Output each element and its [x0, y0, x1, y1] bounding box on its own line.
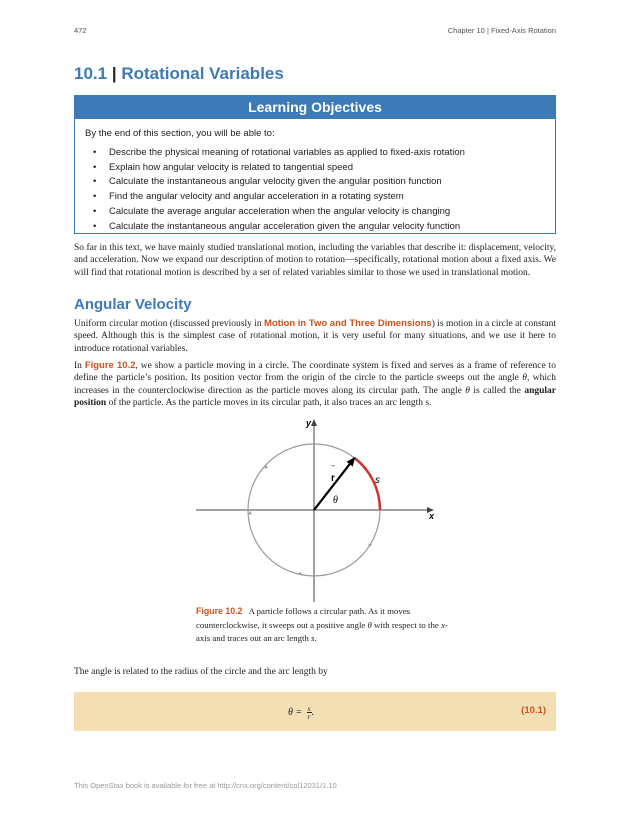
- bullet-icon: •: [93, 176, 97, 188]
- r-label: r: [331, 473, 335, 484]
- caption-s: s: [311, 633, 315, 644]
- learning-objective-text: Calculate the average angular acceleration when the angular velocity is changing: [109, 205, 451, 217]
- equation-number: (10.1): [521, 705, 546, 716]
- intro-paragraph: So far in this text, we have mainly studied translational motion, including the variables that describe it: displacement, velocity, and acceleration. Now we expand our description of motion to rotation—specifically, rotational motion about a fixed axis. We will find that rotational motion is described by a set of related variables similar to those we used in translational motion.: [74, 243, 556, 278]
- chapter-header: Chapter 10 | Fixed-Axis Rotation: [447, 26, 556, 35]
- motion-2d-3d-link[interactable]: Motion in Two and Three Dimensions: [264, 318, 432, 329]
- bullet-icon: •: [93, 191, 97, 203]
- p2-text-c: , which increases in the counterclockwise direction as the particle moves along its circular path. The angle: [74, 373, 556, 396]
- y-axis-label: y: [306, 418, 312, 428]
- equation-lhs: θ =: [288, 706, 303, 718]
- equation-box: [74, 692, 556, 731]
- angle-relation-text: The angle is related to the radius of the circle and the arc length by: [74, 667, 328, 677]
- learning-objective-item: [93, 205, 465, 220]
- r-vector-arrow: →: [329, 462, 336, 469]
- footer-text: This OpenStax book is available for free at http://cnx.org/content/col12031/1.10: [74, 781, 337, 790]
- learning-objectives-intro: By the end of this section, you will be able to:: [85, 128, 275, 139]
- p2-theta-2: θ: [465, 385, 470, 396]
- s-label: s: [375, 475, 380, 486]
- p1-text-after: ) is motion in a circle at constant speed. Although this is the simplest case of rotational motion, it is very useful for many situations, and we use it here to introduce rotational variables.: [74, 319, 556, 354]
- p2-text-b: , we show a particle moving in a circle. The coordinate system is fixed and serves as a frame of reference to define the particle’s position. Its position vector from the origin of the circle to the particle sweeps out the angle: [74, 361, 556, 384]
- learning-objective-text: Calculate the instantaneous angular velocity given the angular position function: [109, 176, 442, 188]
- learning-objective-item: [93, 190, 465, 205]
- angular-position-term: angular position: [74, 385, 556, 408]
- caption-end: .: [314, 633, 317, 644]
- angular-velocity-heading: Angular Velocity: [74, 296, 192, 313]
- title-separator: |: [111, 64, 117, 83]
- figure-caption: [196, 605, 456, 646]
- angular-velocity-paragraph-2: [74, 360, 556, 409]
- p2-s: s: [425, 397, 430, 408]
- p2-text-e: of the particle. As the particle moves in its circular path, it also traces an arc length: [106, 397, 426, 408]
- section-title-text: Rotational Variables: [121, 64, 284, 83]
- caption-text-c: -axis and traces out an arc length: [196, 619, 448, 644]
- equation: [288, 705, 314, 720]
- learning-objective-text: Calculate the instantaneous angular acceleration given the angular velocity function: [109, 220, 461, 232]
- learning-objective-item: [93, 175, 465, 190]
- direction-arrow-icon: [248, 511, 252, 515]
- learning-objectives-list: [93, 146, 465, 234]
- section-number: 10.1: [74, 64, 108, 83]
- equation-trail: .: [311, 706, 315, 718]
- caption-theta: θ: [367, 619, 372, 630]
- caption-text-a: A particle follows a circular path. As it moves counterclockwise, it sweeps out a positive angle: [196, 606, 411, 630]
- learning-objective-text: Find the angular velocity and angular acceleration in a rotating system: [109, 191, 404, 203]
- theta-label: θ: [333, 495, 338, 506]
- learning-objective-item: [93, 146, 465, 161]
- p2-text-a: In: [74, 361, 85, 371]
- learning-objective-item: [93, 220, 465, 235]
- p2-end: .: [429, 397, 432, 408]
- caption-text-b: with respect to the: [371, 619, 441, 630]
- learning-objectives-heading: Learning Objectives: [75, 96, 555, 119]
- bullet-icon: •: [93, 220, 97, 232]
- learning-objective-text: Describe the physical meaning of rotational variables as applied to fixed-axis rotation: [109, 147, 465, 158]
- page-number: 472: [74, 26, 87, 35]
- x-axis-label: x: [429, 511, 435, 521]
- section-title: [74, 64, 284, 84]
- bullet-icon: •: [93, 161, 97, 173]
- circular-path-figure: [196, 414, 446, 604]
- p1-text-before: Uniform circular motion (discussed previously in: [74, 319, 264, 329]
- learning-objective-item: [93, 161, 465, 176]
- p2-theta-1: θ: [522, 373, 527, 384]
- equation-numerator: s: [307, 704, 311, 713]
- bullet-icon: •: [93, 205, 97, 217]
- bullet-icon: •: [93, 147, 97, 158]
- angular-velocity-paragraph-1: [74, 318, 556, 355]
- caption-figure-label: Figure 10.2: [196, 606, 243, 616]
- caption-x: x: [440, 619, 445, 630]
- equation-denominator: r: [307, 712, 311, 721]
- learning-objectives-box: [74, 95, 556, 234]
- figure-10-2-link[interactable]: Figure 10.2: [84, 360, 136, 371]
- learning-objective-text: Explain how angular velocity is related to tangential speed: [109, 161, 353, 173]
- p2-text-d: is called the: [469, 385, 525, 396]
